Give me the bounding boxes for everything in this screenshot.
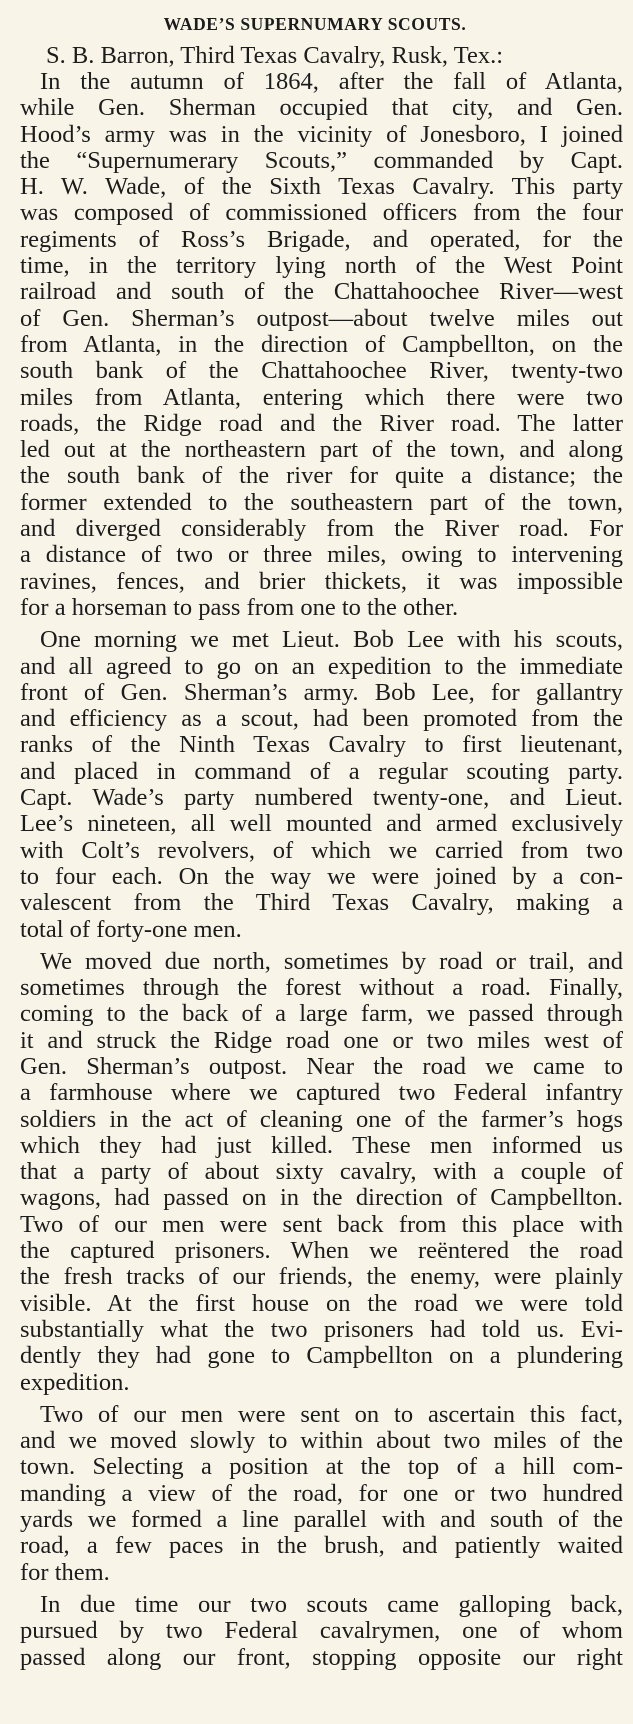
text-line: for a horseman to pass from one to the other.: [20, 593, 459, 621]
text-line: One morning we met Lieut. Bob Lee with his scouts,: [40, 626, 623, 654]
text-line: which they had just killed. These men informed us: [20, 1131, 623, 1159]
text-line: and we moved slowly to within about two miles of the: [20, 1427, 623, 1455]
text-line: railroad and south of the Chattahoochee River—west: [20, 278, 623, 306]
text-line: town. Selecting a position at the top of a hill com-: [20, 1453, 623, 1481]
text-line: yards we formed a line parallel with and south of the: [20, 1506, 623, 1534]
text-line: roads, the Ridge road and the River road. The latter: [20, 409, 623, 437]
text-line: the south bank of the river for quite a distance; the: [20, 462, 623, 490]
text-line: from Atlanta, in the direction of Campbellton, on the: [20, 330, 623, 358]
text-line: valescent from the Third Texas Cavalry, making a: [20, 889, 623, 917]
text-line: for them.: [20, 1558, 110, 1586]
paragraph: [20, 949, 633, 1396]
text-line: of Gen. Sherman’s outpost—about twelve miles out: [20, 304, 623, 332]
text-line: substantially what the two prisoners had told us. Evi-: [20, 1315, 623, 1343]
text-line: wagons, had passed on in the direction of Campbellton.: [20, 1184, 623, 1212]
text-line: south bank of the Chattahoochee River, twenty-two: [20, 357, 623, 385]
text-line: total of forty-one men.: [20, 915, 242, 943]
text-line: expedition.: [20, 1368, 130, 1396]
text-line: regiments of Ross’s Brigade, and operated, for the: [20, 225, 623, 253]
text-line: road, a few paces in the brush, and patiently waited: [20, 1532, 623, 1560]
text-line: visible. At the first house on the road we were told: [20, 1289, 623, 1317]
text-line: and placed in command of a regular scouting party.: [20, 757, 623, 785]
text-line: and efficiency as a scout, had been promoted from the: [20, 705, 623, 733]
text-line: that a party of about sixty cavalry, with a couple of: [20, 1158, 623, 1186]
text-line: Hood’s army was in the vicinity of Jonesboro, I joined: [20, 120, 623, 148]
paragraph: [20, 627, 633, 943]
text-line: passed along our front, stopping opposite our right: [20, 1643, 623, 1671]
text-line: and diverged considerably from the River road. For: [20, 515, 623, 543]
text-line: H. W. Wade, of the Sixth Texas Cavalry. This party: [20, 173, 623, 201]
text-line: the fresh tracks of our friends, the enemy, were plainly: [20, 1263, 623, 1291]
text-line: ravines, fences, and brier thickets, it was impossible: [20, 567, 623, 595]
article-body: [20, 69, 633, 1671]
text-line: time, in the territory lying north of the West Point: [20, 252, 623, 280]
text-line: coming to the back of a large farm, we passed through: [20, 1000, 623, 1028]
text-line: it and struck the Ridge road one or two miles west of: [20, 1026, 623, 1054]
text-line: manding a view of the road, for one or two hundred: [20, 1479, 623, 1507]
text-line: while Gen. Sherman occupied that city, and Gen.: [20, 94, 623, 122]
text-line: pursued by two Federal cavalrymen, one of whom: [20, 1617, 623, 1645]
text-line: was composed of commissioned officers from the four: [20, 199, 623, 227]
text-line: front of Gen. Sherman’s army. Bob Lee, for gallantry: [20, 678, 623, 706]
text-line: sometimes through the forest without a road. Finally,: [20, 974, 623, 1002]
text-line: Two of our men were sent on to ascertain this fact,: [40, 1400, 623, 1428]
paragraph: [20, 1402, 633, 1586]
text-line: Capt. Wade’s party numbered twenty-one, and Lieut.: [20, 784, 623, 812]
text-line: a distance of two or three miles, owing to intervening: [20, 541, 623, 569]
text-line: soldiers in the act of cleaning one of the farmer’s hogs: [20, 1105, 623, 1133]
text-line: and all agreed to go on an expedition to the immediate: [20, 652, 623, 680]
text-line: to four each. On the way we were joined by a con-: [20, 862, 623, 890]
text-line: led out at the northeastern part of the town, and along: [20, 436, 623, 464]
text-line: We moved due north, sometimes by road or trail, and: [40, 947, 623, 975]
article-title: WADE’S SUPERNUMARY SCOUTS.: [163, 14, 467, 34]
article-byline: S. B. Barron, Third Texas Cavalry, Rusk, Tex.:: [46, 42, 504, 69]
text-line: former extended to the southeastern part of the town,: [20, 488, 623, 516]
text-line: Gen. Sherman’s outpost. Near the road we came to: [20, 1052, 623, 1080]
text-line: ranks of the Ninth Texas Cavalry to first lieutenant,: [20, 731, 623, 759]
text-line: dently they had gone to Campbellton on a plundering: [20, 1342, 623, 1370]
text-line: Two of our men were sent back from this place with: [20, 1210, 623, 1238]
text-line: the “Supernumerary Scouts,” commanded by Capt.: [20, 146, 623, 174]
text-line: with Colt’s revolvers, of which we carried from two: [20, 836, 623, 864]
text-line: miles from Atlanta, entering which there were two: [20, 383, 623, 411]
text-line: the captured prisoners. When we reëntered the road: [20, 1237, 623, 1265]
paragraph: [20, 69, 633, 621]
paragraph: [20, 1592, 633, 1671]
text-line: Lee’s nineteen, all well mounted and armed exclusively: [20, 810, 623, 838]
text-line: In due time our two scouts came galloping back,: [40, 1590, 623, 1618]
text-line: a farmhouse where we captured two Federal infantry: [20, 1079, 623, 1107]
text-line: In the autumn of 1864, after the fall of Atlanta,: [40, 68, 623, 95]
